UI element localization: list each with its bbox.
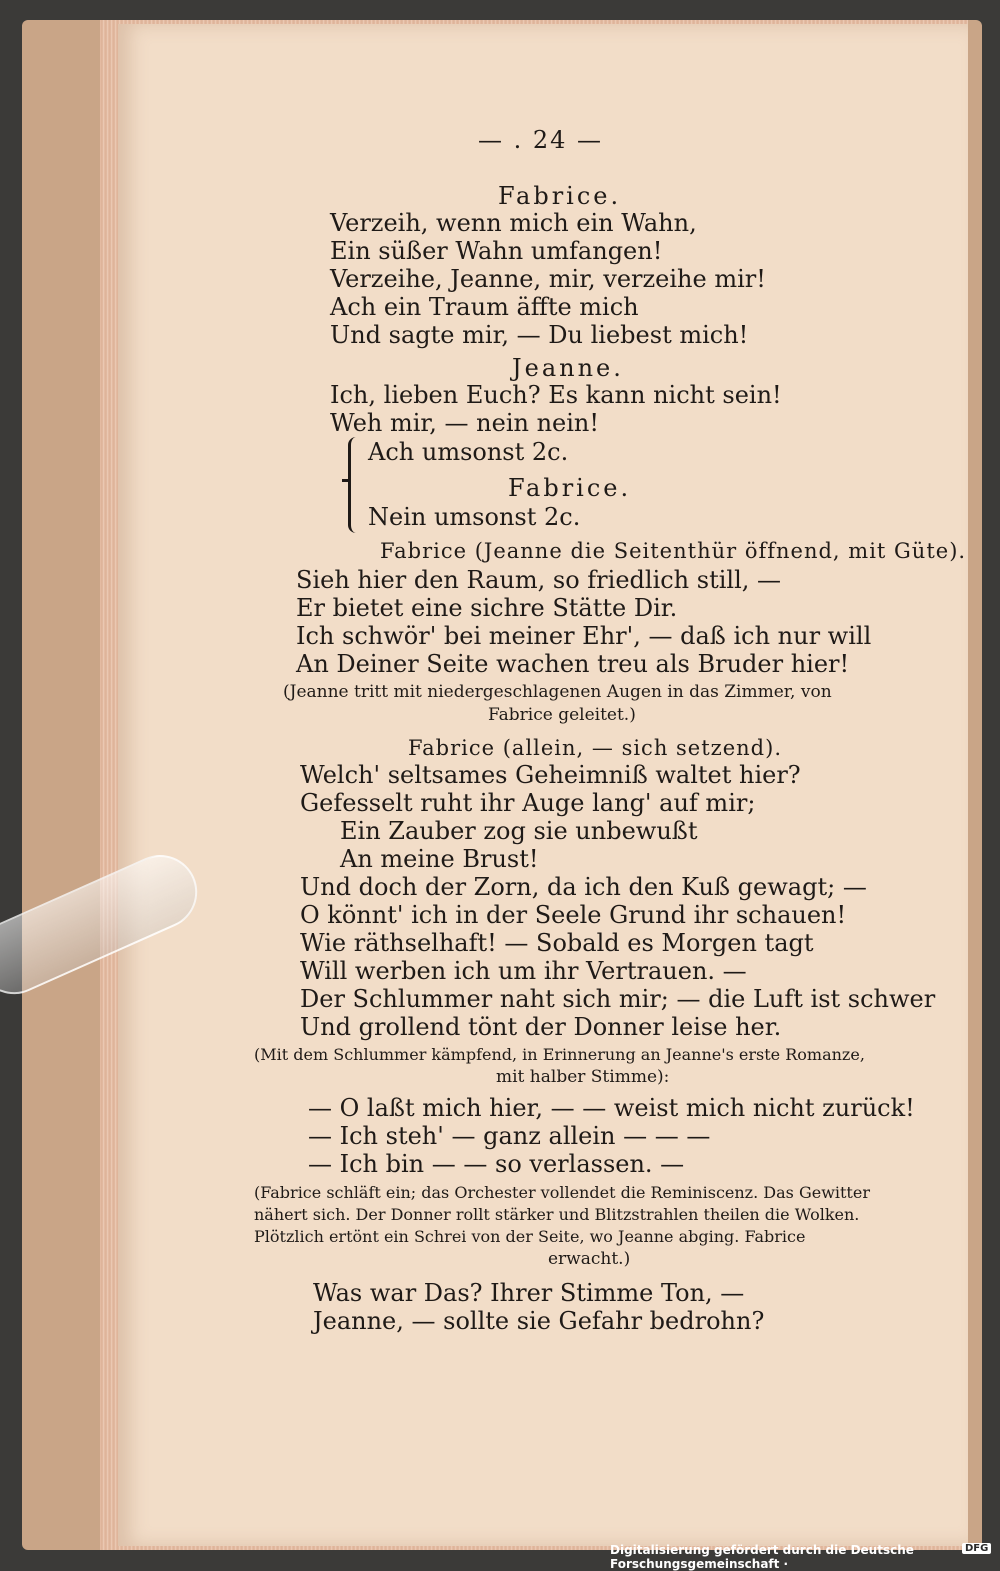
stage-direction: (Fabrice schläft ein; das Orchester vollendet die Reminiscenz. Das Gewitter [254,1183,870,1202]
verse-line: Verzeihe, Jeanne, mir, verzeihe mir! [330,265,766,293]
verse-line: Ich schwör' bei meiner Ehr', — daß ich nur will [296,622,872,650]
speaker-jeanne: Jeanne. [512,354,624,382]
dfg-logo: DFG [962,1543,991,1554]
verse-line: Welch' seltsames Geheimniß waltet hier? [300,761,801,789]
curly-brace [348,437,363,533]
verse-line: An Deiner Seite wachen treu als Bruder hier! [296,650,850,678]
verse-line: O könnt' ich in der Seele Grund ihr schauen! [300,901,847,929]
speaker-fabrice: Fabrice. [508,474,632,502]
verse-line: An meine Brust! [340,845,539,873]
page-number: — . 24 — [478,126,604,154]
verse-line: — Ich steh' — ganz allein — — — [308,1122,711,1150]
verse-line: Ach umsonst 2c. [368,438,569,466]
verse-line: — Ich bin — — so verlassen. — [308,1150,685,1178]
verse-line: Will werben ich um ihr Vertrauen. — [300,957,747,985]
speaker-fabrice-direction: Fabrice (allein, — sich setzend). [408,736,782,760]
verse-line: Sieh hier den Raum, so friedlich still, — [296,566,782,594]
verse-line: Gefesselt ruht ihr Auge lang' auf mir; [300,789,756,817]
digitization-footer: Digitalisierung gefördert durch die Deutsche Forschungsgemeinschaft · [610,1543,914,1571]
book-page [118,24,968,1546]
stage-direction: Fabrice geleitet.) [488,705,636,725]
verse-line: Wie räthselhaft! — Sobald es Morgen tagt [300,929,814,957]
stage-direction: mit halber Stimme): [496,1067,670,1087]
verse-line: Was war Das? Ihrer Stimme Ton, — [313,1279,745,1307]
stage-direction: Plötzlich ertönt ein Schrei von der Seite, wo Jeanne abging. Fabrice [254,1227,806,1246]
stage-direction: nähert sich. Der Donner rollt stärker und Blitzstrahlen theilen die Wolken. [254,1205,860,1224]
verse-line: Jeanne, — sollte sie Gefahr bedrohn? [313,1307,765,1335]
verse-line: Und grollend tönt der Donner leise her. [300,1013,782,1041]
verse-line: Und doch der Zorn, da ich den Kuß gewagt; — [300,873,867,901]
verse-line: Ein Zauber zog sie unbewußt [340,817,698,845]
speaker-fabrice: Fabrice. [498,182,622,210]
stage-direction: erwacht.) [548,1249,631,1269]
verse-line: Weh mir, — nein nein! [330,409,600,437]
stage-direction: (Mit dem Schlummer kämpfend, in Erinnerung an Jeanne's erste Romanze, [254,1045,865,1064]
stage-direction: (Jeanne tritt mit niedergeschlagenen Augen in das Zimmer, von [283,682,832,702]
verse-line: Nein umsonst 2c. [368,503,581,531]
verse-line: Verzeih, wenn mich ein Wahn, [330,209,697,237]
verse-line: Und sagte mir, — Du liebest mich! [330,321,749,349]
verse-line: Der Schlummer naht sich mir; — die Luft ist schwer [300,985,936,1013]
verse-line: — O laßt mich hier, — — weist mich nicht zurück! [308,1094,915,1122]
verse-line: Er bietet eine sichre Stätte Dir. [296,594,678,622]
verse-line: Ach ein Traum äffte mich [330,293,639,321]
speaker-fabrice-direction: Fabrice (Jeanne die Seitenthür öffnend, mit Güte). [380,539,967,563]
verse-line: Ich, lieben Euch? Es kann nicht sein! [330,381,782,409]
verse-line: Ein süßer Wahn umfangen! [330,237,663,265]
